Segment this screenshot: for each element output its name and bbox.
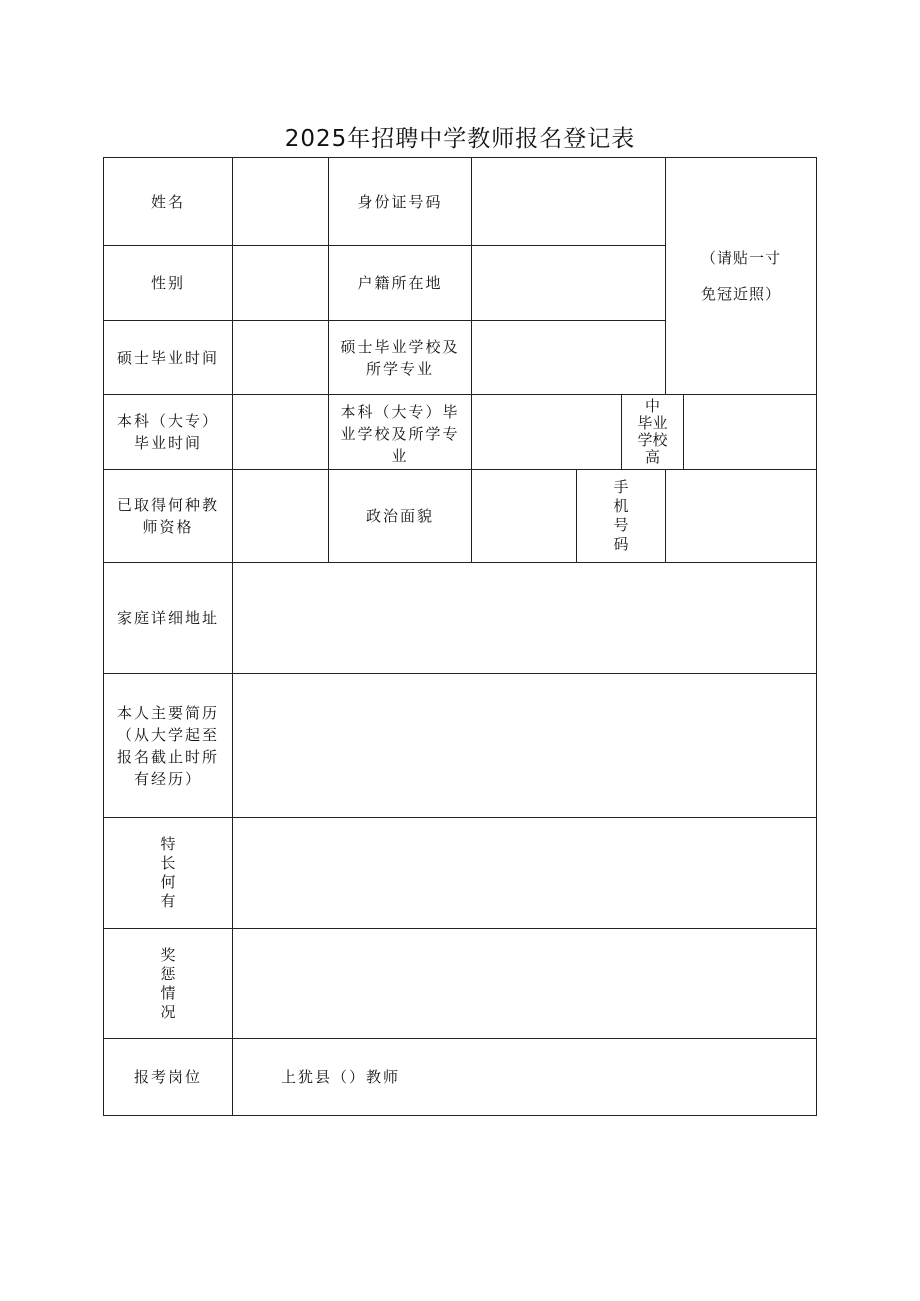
phone-char-ma: 码 bbox=[613, 535, 629, 553]
phone-char-hao: 号 bbox=[613, 516, 629, 534]
highschool-field[interactable] bbox=[683, 394, 817, 470]
home-address-label: 家庭详细地址 bbox=[103, 562, 233, 674]
awards-char-kuang: 况 bbox=[160, 1002, 176, 1021]
specialty-field[interactable] bbox=[232, 817, 817, 929]
phone-label bbox=[576, 469, 666, 563]
teacher-cert-label: 已取得何种教师资格 bbox=[103, 469, 233, 563]
specialty-char-chang: 长 bbox=[160, 854, 176, 872]
political-status-field[interactable] bbox=[471, 469, 577, 563]
highschool-char-xuexiao: 学校 bbox=[637, 431, 668, 449]
position-label: 报考岗位 bbox=[103, 1038, 233, 1116]
name-field[interactable] bbox=[232, 157, 329, 246]
gender-label: 性别 bbox=[103, 245, 233, 321]
photo-instruction-line-1: （请贴一寸 bbox=[700, 249, 781, 267]
political-status-label: 政治面貌 bbox=[328, 469, 472, 563]
hukou-label: 户籍所在地 bbox=[328, 245, 472, 321]
awards-char-cheng: 惩 bbox=[160, 964, 176, 983]
home-address-field[interactable] bbox=[232, 562, 817, 674]
page-title: 2025年招聘中学教师报名登记表 bbox=[284, 126, 636, 152]
master-grad-time-label: 硕士毕业时间 bbox=[103, 320, 233, 395]
phone-char-ji: 机 bbox=[613, 497, 629, 515]
photo-box[interactable] bbox=[665, 157, 817, 395]
master-school-major-label: 硕士毕业学校及所学专业 bbox=[328, 320, 472, 395]
master-school-major-field[interactable] bbox=[471, 320, 666, 395]
phone-field[interactable] bbox=[665, 469, 817, 563]
specialty-char-he: 何 bbox=[160, 873, 176, 891]
hukou-field[interactable] bbox=[471, 245, 666, 321]
awards-char-qing: 情 bbox=[160, 983, 176, 1002]
awards-label bbox=[103, 928, 233, 1039]
phone-char-shou: 手 bbox=[613, 478, 629, 496]
highschool-char-gao: 中 bbox=[644, 397, 660, 415]
bachelor-school-major-label: 本科（大专）毕业学校及所学专业 bbox=[328, 394, 472, 470]
master-grad-time-field[interactable] bbox=[232, 320, 329, 395]
id-number-field[interactable] bbox=[471, 157, 666, 246]
highschool-char-zhong: 高 bbox=[644, 448, 660, 466]
specialty-char-you: 有 bbox=[160, 892, 176, 910]
name-label: 姓名 bbox=[103, 157, 233, 246]
gender-field[interactable] bbox=[232, 245, 329, 321]
bachelor-school-major-field[interactable] bbox=[471, 394, 622, 470]
resume-label: 本人主要简历（从大学起至报名截止时所有经历） bbox=[103, 673, 233, 818]
photo-instruction-line-2: 免冠近照） bbox=[700, 285, 781, 303]
awards-char-jiang: 奖 bbox=[160, 945, 176, 964]
specialty-char-te: 特 bbox=[160, 835, 176, 853]
awards-field[interactable] bbox=[232, 928, 817, 1039]
bachelor-grad-time-field[interactable] bbox=[232, 394, 329, 470]
id-number-label: 身份证号码 bbox=[328, 157, 472, 246]
bachelor-grad-time-label: 本科（大专）毕业时间 bbox=[103, 394, 233, 470]
specialty-label bbox=[103, 817, 233, 929]
position-field[interactable]: 上犹县（）教师 bbox=[232, 1038, 817, 1116]
highschool-char-biye: 毕业 bbox=[637, 414, 668, 432]
highschool-label bbox=[621, 394, 684, 470]
teacher-cert-field[interactable] bbox=[232, 469, 329, 563]
resume-field[interactable] bbox=[232, 673, 817, 818]
